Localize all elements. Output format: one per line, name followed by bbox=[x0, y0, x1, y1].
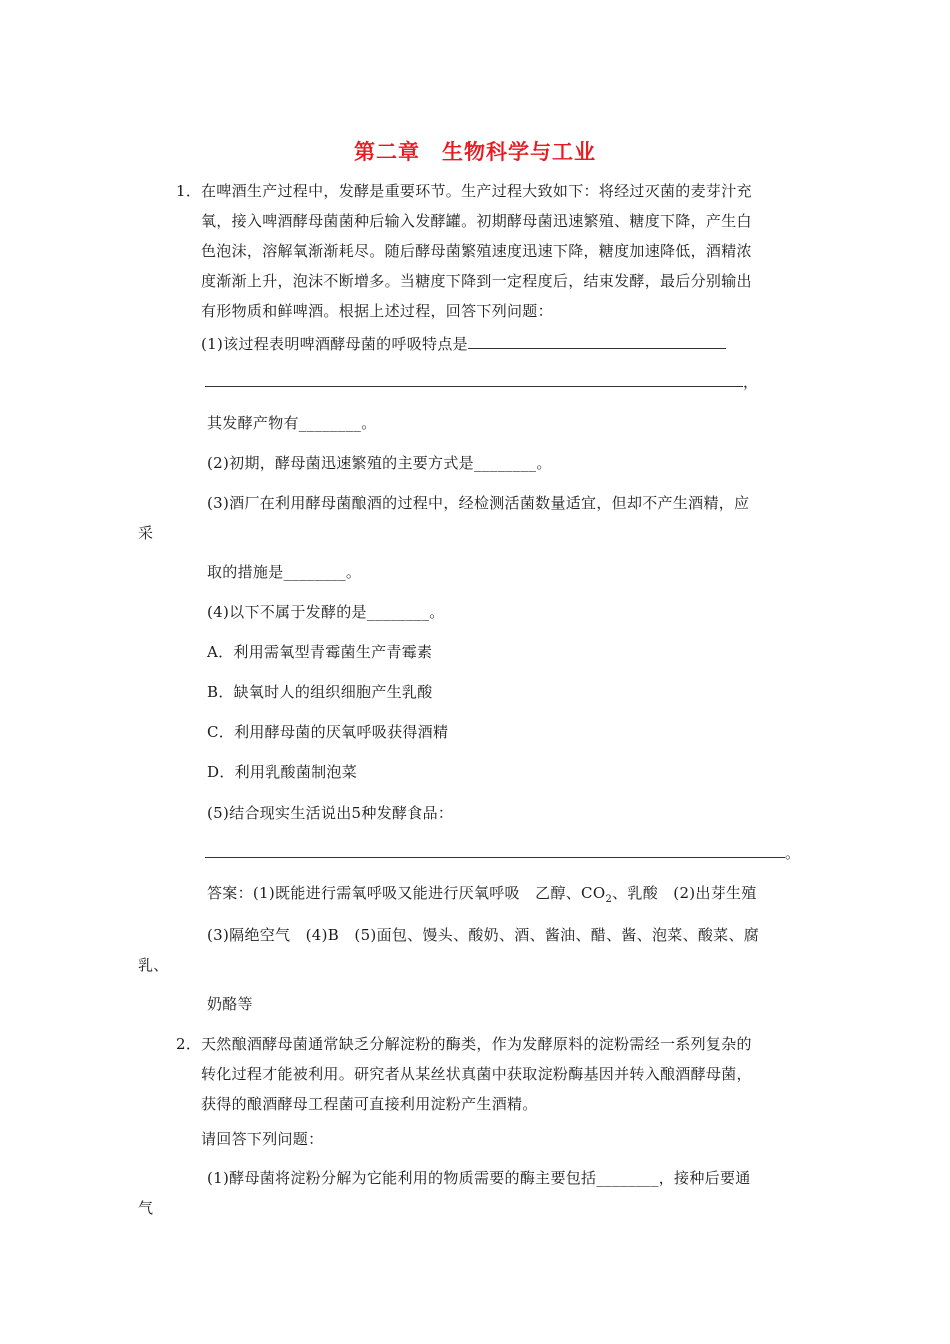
q1-option-a: A．利用需氧型青霉菌生产青霉素 bbox=[207, 643, 433, 661]
q1-stem-line: 在啤酒生产过程中，发酵是重要环节。生产过程大致如下：将经过灭菌的麦芽汁充 bbox=[201, 182, 752, 200]
answer-blank[interactable] bbox=[205, 372, 743, 387]
q1-part3-line: 取的措施是________。 bbox=[207, 563, 362, 581]
q2-stem-line: 天然酿酒酵母菌通常缺乏分解淀粉的酶类，作为发酵原料的淀粉需经一系列复杂的 bbox=[201, 1035, 752, 1053]
q2-stem-line: 转化过程才能被利用。研究者从某丝状真菌中获取淀粉酶基因并转入酿酒酵母菌， bbox=[201, 1065, 752, 1083]
q1-part1-prompt bbox=[201, 334, 726, 354]
answer-text: 、乳酸 (2)出芽生殖 bbox=[612, 884, 757, 902]
q1-part1-comma: ， bbox=[743, 373, 759, 391]
q1-part5-period: 。 bbox=[785, 844, 801, 862]
q1-part3-wrap: 采 bbox=[138, 524, 154, 542]
q1-answer-line bbox=[207, 883, 757, 910]
q1-number: 1． bbox=[176, 182, 202, 200]
q1-part1-products: 其发酵产物有________。 bbox=[207, 414, 377, 432]
q1-option-c: C．利用酵母菌的厌氧呼吸获得酒精 bbox=[207, 723, 449, 741]
q1-part1-text: (1)该过程表明啤酒酵母菌的呼吸特点是 bbox=[201, 335, 468, 353]
q1-part2: (2)初期，酵母菌迅速繁殖的主要方式是________。 bbox=[207, 454, 552, 472]
q1-option-d: D．利用乳酸菌制泡菜 bbox=[207, 763, 358, 781]
q1-stem-line: 色泡沫，溶解氧渐渐耗尽。随后酵母菌繁殖速度迅速下降，糖度加速降低，酒精浓 bbox=[201, 242, 752, 260]
q1-part4: (4)以下不属于发酵的是________。 bbox=[207, 603, 445, 621]
q1-part1-continuation bbox=[205, 372, 758, 392]
q2-part1-wrap: 气 bbox=[138, 1199, 154, 1217]
q1-stem-line: 度渐渐上升，泡沫不断增多。当糖度下降到一定程度后，结束发酵，最后分别输出 bbox=[201, 272, 752, 290]
answer-blank[interactable] bbox=[205, 843, 785, 858]
q2-stem-line: 获得的酿酒酵母工程菌可直接利用淀粉产生酒精。 bbox=[201, 1095, 538, 1113]
q1-part5-answer-line bbox=[205, 843, 800, 863]
q1-option-b: B．缺氧时人的组织细胞产生乳酸 bbox=[207, 683, 433, 701]
chapter-title: 第二章 生物科学与工业 bbox=[354, 140, 596, 164]
q1-stem-line: 有形物质和鲜啤酒。根据上述过程，回答下列问题： bbox=[201, 302, 553, 320]
q1-part3-line: (3)酒厂在利用酵母菌酿酒的过程中，经检测活菌数量适宜，但却不产生酒精，应 bbox=[207, 494, 750, 512]
q1-answer-wrap: 乳、 bbox=[138, 956, 169, 974]
q1-stem-line: 氧，接入啤酒酵母菌菌种后输入发酵罐。初期酵母菌迅速繁殖、糖度下降，产生白 bbox=[201, 212, 752, 230]
q1-part5: (5)结合现实生活说出5种发酵食品： bbox=[207, 804, 454, 822]
subscript: 2 bbox=[605, 894, 613, 905]
q2-number: 2． bbox=[176, 1035, 202, 1053]
answer-blank[interactable] bbox=[468, 334, 726, 349]
answer-text: 答案：(1)既能进行需氧呼吸又能进行厌氧呼吸 乙醇、CO bbox=[207, 884, 606, 902]
q2-part1-line: (1)酵母菌将淀粉分解为它能利用的物质需要的酶主要包括________，接种后要通 bbox=[207, 1169, 751, 1187]
q2-ask: 请回答下列问题： bbox=[201, 1130, 324, 1148]
q1-answer-line: (3)隔绝空气 (4)B (5)面包、馒头、酸奶、酒、酱油、醋、酱、泡菜、酸菜、腐 bbox=[207, 926, 760, 944]
q1-answer-line: 奶酪等 bbox=[207, 995, 253, 1013]
